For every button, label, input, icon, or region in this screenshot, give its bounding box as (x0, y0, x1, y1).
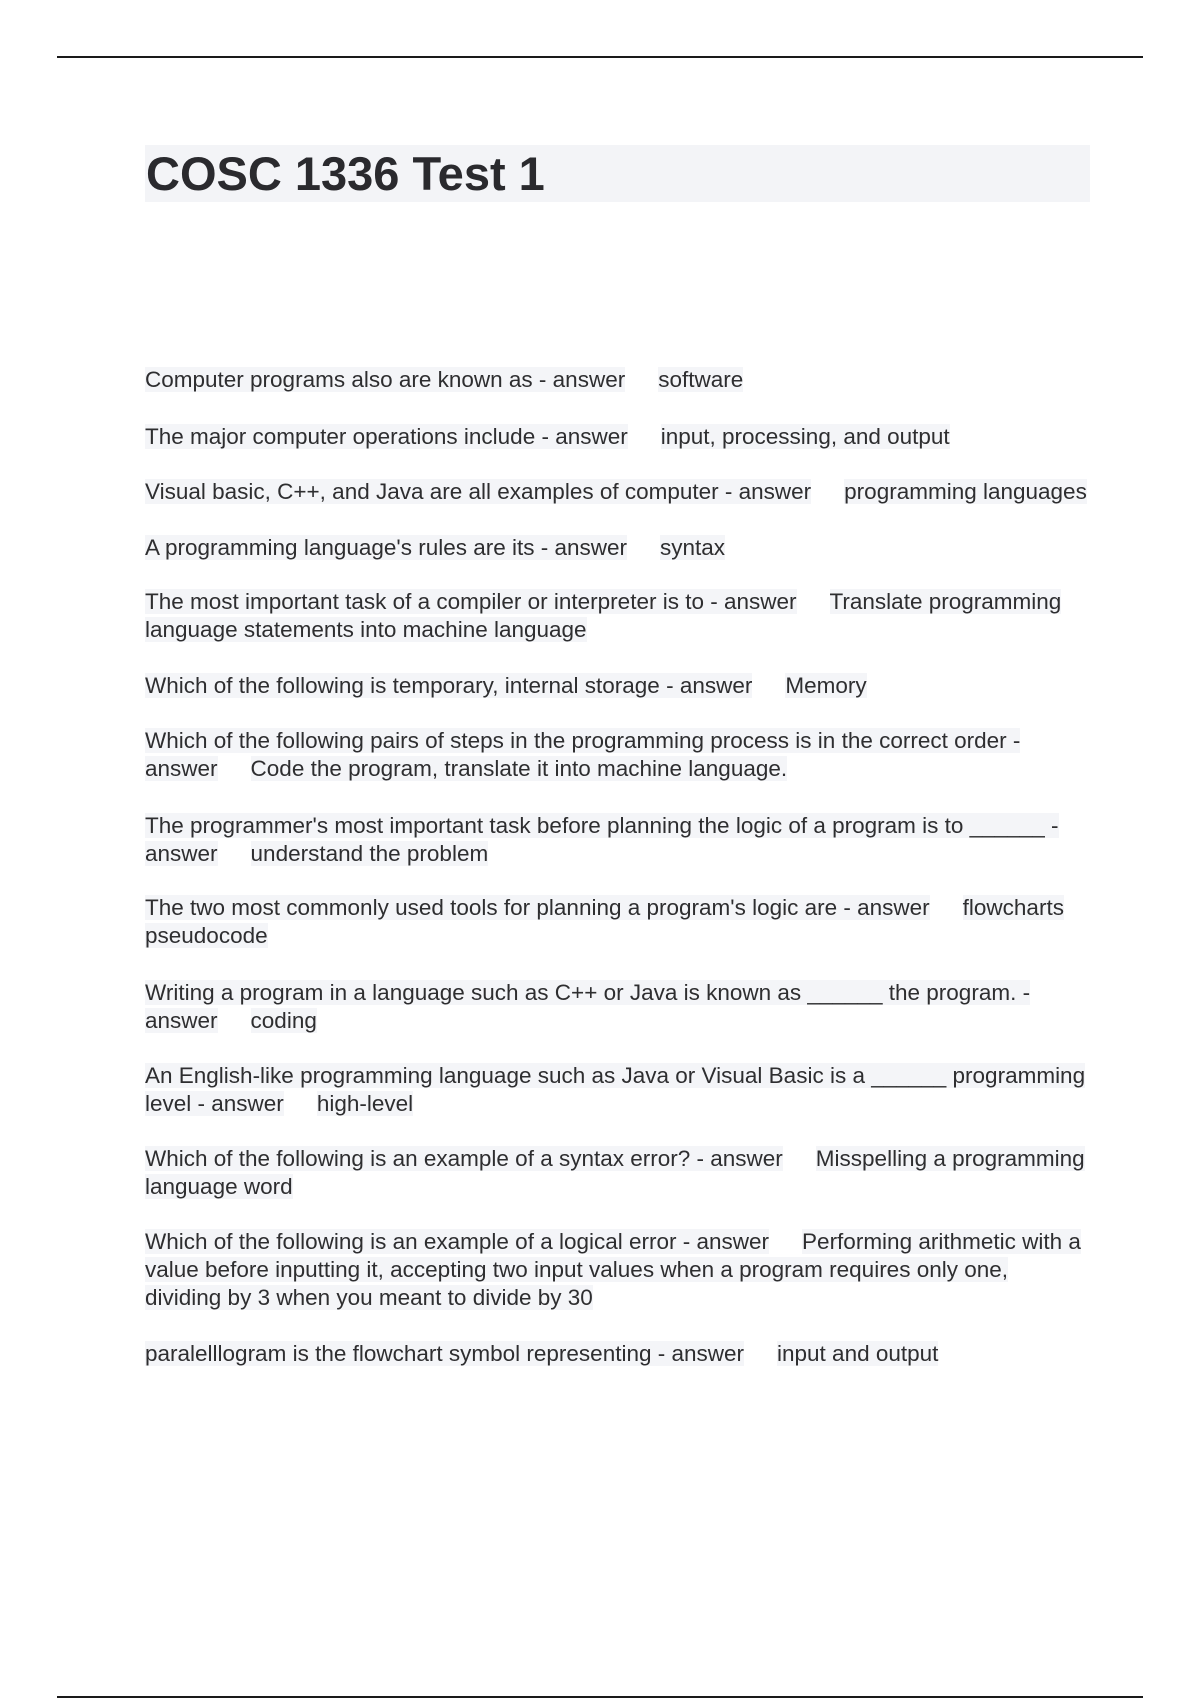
answer: Code the program, translate it into machine language. (250, 756, 788, 781)
qa-item-14 (145, 1340, 1090, 1368)
question: The programmer's most important task before planning the logic of a program is to ______ - answer (145, 813, 1059, 866)
qa-item-3 (145, 478, 1090, 506)
answer: Misspelling a programming language word (145, 1146, 1085, 1199)
top-rule (57, 56, 1143, 58)
answer: Translate programming language statements into machine language (145, 589, 1062, 642)
answer: high-level (316, 1091, 414, 1116)
answer: Performing arithmetic with a value before inputting it, accepting two input values when a program requires only one, dividing by 3 when you meant to divide by 30 (145, 1229, 1081, 1310)
qa-item-12 (145, 1145, 1090, 1201)
answer: software (658, 367, 744, 392)
question: The major computer operations include - answer (145, 424, 628, 449)
question: Which of the following pairs of steps in the programming process is in the correct order - answer (145, 728, 1021, 781)
question: Visual basic, C++, and Java are all examples of computer - answer (145, 479, 812, 504)
answer: understand the problem (250, 841, 489, 866)
page-title: COSC 1336 Test 1 (146, 147, 545, 200)
qa-item-1 (145, 366, 1090, 394)
qa-item-11 (145, 1062, 1090, 1118)
answer: Memory (785, 673, 867, 698)
bottom-rule (57, 1696, 1143, 1698)
answer: programming languages (844, 479, 1087, 504)
qa-item-8 (145, 812, 1090, 868)
qa-item-4 (145, 534, 1090, 562)
question: Writing a program in a language such as C++ or Java is known as ______ the program. - answer (145, 980, 1031, 1033)
question: Which of the following is an example of a syntax error? - answer (145, 1146, 783, 1171)
question: Which of the following is an example of a logical error - answer (145, 1229, 770, 1254)
question: Computer programs also are known as - answer (145, 367, 626, 392)
qa-item-10 (145, 979, 1090, 1035)
question: The two most commonly used tools for planning a program's logic are - answer (145, 895, 930, 920)
qa-item-7 (145, 727, 1090, 783)
question: paralelllogram is the flowchart symbol representing - answer (145, 1341, 745, 1366)
answer: input and output (777, 1341, 939, 1366)
question: An English-like programming language such as Java or Visual Basic is a ______ programming level - answer (145, 1063, 1086, 1116)
qa-item-2 (145, 423, 1090, 451)
answer: syntax (660, 535, 726, 560)
answer: coding (250, 1008, 317, 1033)
qa-item-5 (145, 588, 1090, 644)
answer: input, processing, and output (660, 424, 950, 449)
qa-item-13 (145, 1228, 1090, 1312)
answer: flowcharts pseudocode (145, 895, 1064, 948)
question: A programming language's rules are its - answer (145, 535, 628, 560)
question: Which of the following is temporary, internal storage - answer (145, 673, 753, 698)
qa-list (145, 366, 1090, 1368)
question: The most important task of a compiler or interpreter is to - answer (145, 589, 797, 614)
qa-item-9 (145, 894, 1090, 950)
qa-item-6 (145, 672, 1090, 700)
